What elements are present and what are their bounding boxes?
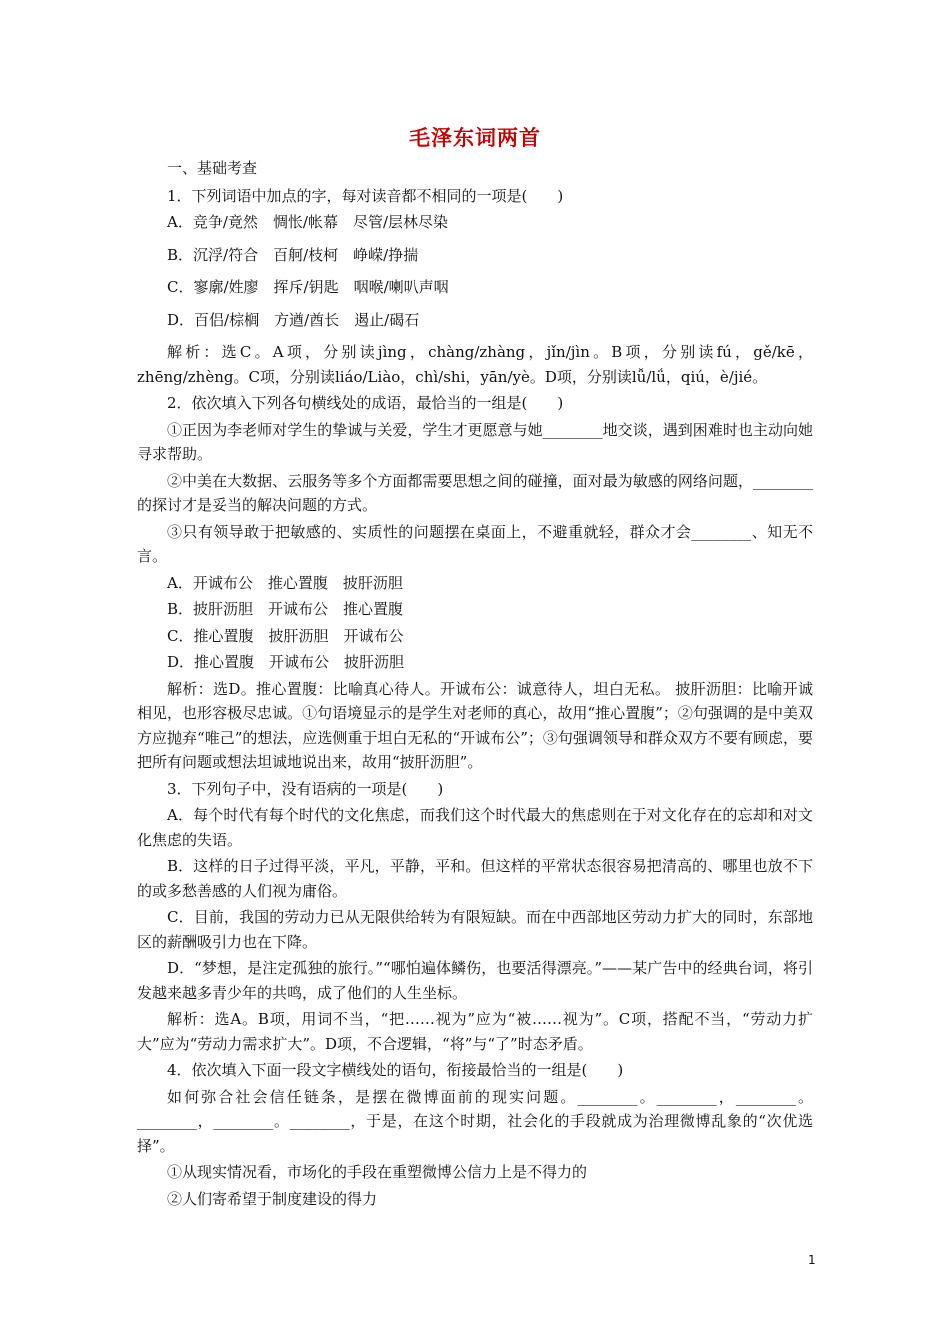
paragraph: 解析：选D。推心置腹：比喻真心待人。开诚布公：诚意待人，坦白无私。 披肝沥胆：比喻开诚相见，也形容极尽忠诚。①句语境显示的是学生对老师的真心，故用“推心置腹”；②句强调的是中美双方应抛弃“唯己”的想法，应选侧重于坦白无私的“开诚布公”；③句强调领导和群众双方不要有顾虑，要把所有问题或想法坦诚地说出来，故用“披肝沥胆”。 <box>137 679 813 771</box>
question-stem: 4．依次填入下面一段文字横线处的语句，衔接最恰当的一组是( ) <box>167 1061 624 1079</box>
paragraph: ③只有领导敢于把敏感的、实质性的问题摆在桌面上，不避重就轻，群众才会________、知无不言。 <box>137 522 813 565</box>
section-heading: 一、基础考查 <box>167 159 258 177</box>
page-number: 1 <box>808 1253 816 1267</box>
paragraph: A．每个时代有每个时代的文化焦虑，而我们这个时代最大的焦虑则在于对文化存在的忘却和对文化焦虑的失语。 <box>137 806 813 849</box>
paragraph: 解析：选A。B项，用词不当，“把……视为”应为“被……视为”。C项，搭配不当，“劳动力扩大”应为“劳动力需求扩大”。D项，不合逻辑，“将”与“了”时态矛盾。 <box>137 1010 813 1053</box>
paragraph: B．沉浮/符合 百舸/枝柯 峥嵘/挣揣 <box>167 245 419 264</box>
paragraph: D．推心置腹 开诚布公 披肝沥胆 <box>167 653 405 671</box>
paragraph: ②中美在大数据、云服务等多个方面都需要思想之间的碰撞，面对最为敏感的网络问题，________的探讨才是妥当的解决问题的方式。 <box>137 471 813 514</box>
question-stem: 3．下列句子中，没有语病的一项是( ) <box>167 779 444 798</box>
question-stem: 1．下列词语中加点的字，每对读音都不相同的一项是( ) <box>167 186 564 205</box>
question-stem: 2．依次填入下列各句横线处的成语，最恰当的一组是( ) <box>167 394 564 412</box>
page-title: 毛泽东词两首 <box>409 126 541 150</box>
document-body <box>137 156 813 1213</box>
paragraph: A．开诚布公 推心置腹 披肝沥胆 <box>167 573 403 592</box>
paragraph: C．寥廓/姓廖 挥斥/钥匙 咽喉/喇叭声咽 <box>167 278 449 296</box>
paragraph: C．推心置腹 披肝沥胆 开诚布公 <box>167 626 404 645</box>
paragraph: D．“梦想，是注定孤独的旅行。”“哪怕遍体鳞伤，也要活得漂亮。”——某广告中的经典台词，将引发越来越多青少年的共鸣，成了他们的人生坐标。 <box>137 959 813 1002</box>
paragraph: 如何弥合社会信任链条，是摆在微博面前的现实问题。________。________，________。________，________。________，于是，在这个时期，社会化的手段就成为治理微博乱象的“次优选择”。 <box>137 1087 813 1155</box>
paragraph: ②人们寄希望于制度建设的得力 <box>167 1189 378 1208</box>
paragraph: D．百侣/棕榈 方遒/酋长 遏止/碣石 <box>167 310 420 329</box>
paragraph: ①正因为李老师对学生的挚诚与关爱，学生才更愿意与她________地交谈，遇到困难时也主动向她寻求帮助。 <box>137 420 813 463</box>
paragraph: ①从现实情况看，市场化的手段在重塑微博公信力上是不得力的 <box>167 1163 588 1181</box>
paragraph: C．目前，我国的劳动力已从无限供给转为有限短缺。而在中西部地区劳动力扩大的同时，东部地区的薪酬吸引力也在下降。 <box>137 908 813 951</box>
paragraph: 解析：选C。A项，分别读jìng，chàng/zhàng，jǐn/jìn。B项，分别读fú，gě/kē，zhēng/zhèng。C项，分别读liáo/Liào，chì/shi，yān/yè。D项，分别读lǚ/lǘ，qiú，è/jié。 <box>137 343 813 386</box>
paragraph: B．这样的日子过得平淡，平凡，平静，平和。但这样的平常状态很容易把清高的、哪里也放不下的或多愁善感的人们视为庸俗。 <box>137 857 813 900</box>
paragraph: A．竞争/竟然 惆怅/帐幕 尽管/层林尽染 <box>167 213 448 231</box>
paragraph: B．披肝沥胆 开诚布公 推心置腹 <box>167 600 404 618</box>
